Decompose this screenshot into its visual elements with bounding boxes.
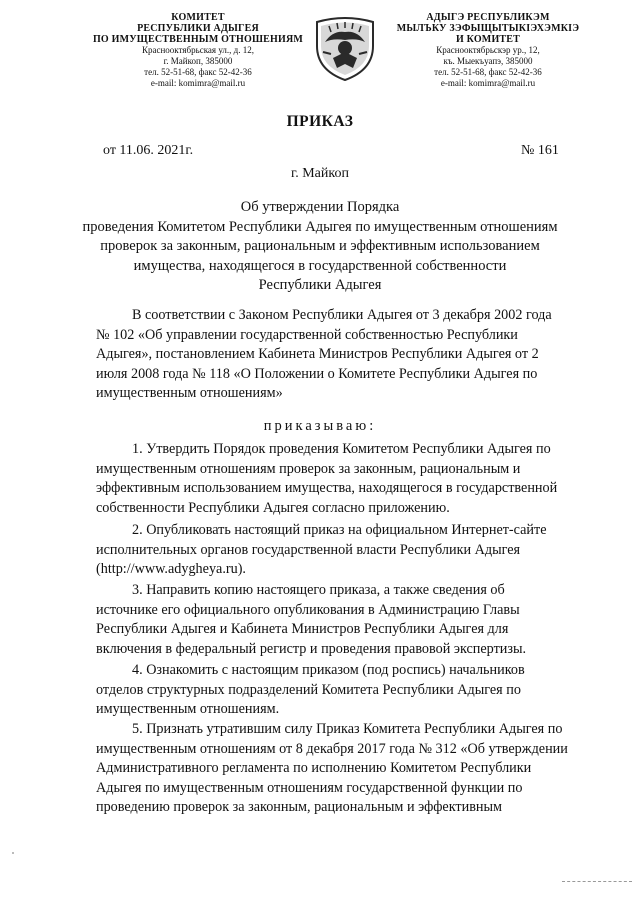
text-line: 1. Утвердить Порядок проведения Комитетом Республики Адыгея по [132, 441, 551, 457]
text-line: эффективным использованием имущества, находящегося в государственной [96, 480, 558, 497]
document-date: от 11.06. 2021г. [103, 143, 194, 158]
preamble-paragraph [96, 306, 583, 404]
org-name-ady-line-1: АДЫГЭ РЕСПУБЛИКЭМ [426, 12, 550, 23]
text-line: имущественным отношениям проверок за законным, рациональным и [96, 460, 521, 477]
scan-artifact [562, 881, 632, 883]
document-city: г. Майкоп [291, 166, 349, 181]
text-line: № 102 «Об управлении государственной собственностью Республики [96, 326, 518, 343]
org-address-ady-line-1: Краснооктябрьскэр ур., 12, [436, 45, 540, 55]
text-line: 5. Признать утратившим силу Приказ Комитета Республики Адыгея по [132, 721, 563, 737]
header-left-ru [92, 12, 304, 89]
text-line: включения в федеральный регистр и проведения правовой экспертизы. [96, 640, 527, 657]
orders-heading: приказываю: [263, 418, 377, 434]
org-email: e-mail: komimra@mail.ru [150, 78, 246, 88]
subject-line: проверок за законным, рациональным и эффективным использованием [100, 238, 540, 255]
coat-of-arms-icon [309, 12, 381, 84]
org-phone: тел. 52-51-68, факс 52-42-36 [144, 67, 252, 77]
org-name-ady-line-3: И КОМИТЕТ [455, 34, 521, 45]
org-name-ady-line-2: МЫЛЪКУ ЗЭФЫЩЫТЫКІЭХЭМКІЭ [396, 23, 580, 34]
org-email-ady: e-mail: komimra@mail.ru [440, 78, 536, 88]
text-line: исполнительных органов государственной власти Республики Адыгея [96, 541, 521, 558]
subject-line: Республики Адыгея [258, 277, 382, 294]
subject-line: проведения Комитетом Республики Адыгея по имущественным отношениям [82, 218, 558, 235]
org-name-line-3: ПО ИМУЩЕСТВЕННЫМ ОТНОШЕНИЯМ [92, 34, 304, 45]
order-item-2 [96, 521, 583, 580]
text-line: имущественным отношениям» [96, 385, 283, 402]
text-line: В соответствии с Законом Республики Адыгея от 3 декабря 2002 года [132, 307, 552, 323]
text-line: Административного регламента по исполнению Комитетом Республики [96, 760, 532, 777]
header-right-ady [388, 12, 588, 89]
text-line: 3. Направить копию настоящего приказа, а также сведения об [132, 582, 505, 598]
subject-line: Об утверждении Порядка [240, 199, 400, 215]
order-item-5 [96, 720, 583, 818]
org-name-line-1: КОМИТЕТ [171, 12, 225, 23]
text-line: собственности Республики Адыгея согласно приложению. [96, 499, 450, 516]
text-line: Адыгея по имущественным отношениям государственной функции по [96, 779, 523, 796]
org-address-line-1: Краснооктябрьская ул., д. 12, [142, 45, 254, 55]
org-address-ady-line-2: къ. Мыекъуапэ, 385000 [443, 56, 533, 66]
org-name-line-2: РЕСПУБЛИКИ АДЫГЕЯ [137, 23, 259, 34]
text-line: июля 2008 года № 118 «О Положении о Комитете Республики Адыгея по [96, 365, 538, 382]
order-item-1 [96, 440, 583, 518]
text-line: 4. Ознакомить с настоящим приказом (под роспись) начальников [132, 662, 525, 678]
text-line: имущественным отношениям. [96, 701, 280, 718]
org-phone-ady: тел. 52-51-68, факс 52-42-36 [434, 67, 542, 77]
order-item-4 [96, 661, 583, 720]
document-number: № 161 [521, 143, 559, 158]
subject-line: имущества, находящегося в государственной собственности [133, 257, 507, 274]
scan-artifact [12, 852, 14, 854]
document-title: ПРИКАЗ [286, 113, 354, 130]
org-address-line-2: г. Майкоп, 385000 [163, 56, 233, 66]
document-subject [60, 198, 580, 296]
text-line: 2. Опубликовать настоящий приказ на официальном Интернет-сайте [132, 522, 547, 538]
text-line: Республики Адыгея и Кабинета Министров Республики Адыгея для [96, 621, 509, 638]
text-line: проведению проверок за законным, рациональным и эффективным [96, 799, 503, 816]
text-line: имущественным отношениям от 8 декабря 2017 года № 312 «Об утверждении [96, 740, 568, 757]
text-line: отделов структурных подразделений Комитета Республики Адыгея по [96, 681, 521, 698]
order-item-3 [96, 581, 583, 659]
text-line: (http://www.adygheya.ru). [96, 561, 246, 578]
text-line: источнике его официального опубликования в Администрацию Главы [96, 601, 520, 618]
text-line: Адыгея», постановлением Кабинета Министров Республики Адыгея от 2 [96, 346, 539, 363]
